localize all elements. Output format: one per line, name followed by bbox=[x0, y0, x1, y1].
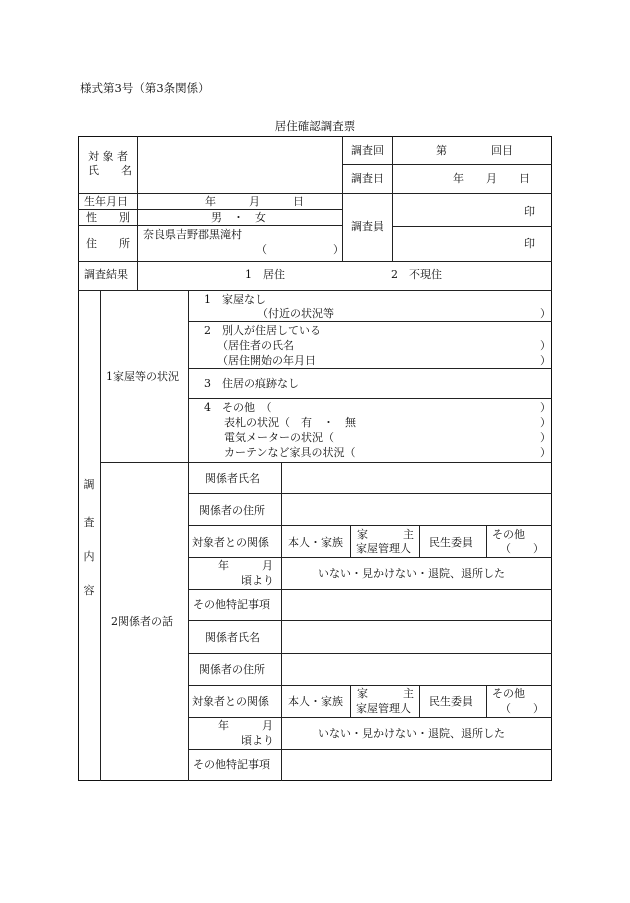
col-divider bbox=[486, 525, 487, 557]
row-divider bbox=[188, 653, 552, 654]
relation-self-family: 本人・家族 bbox=[288, 695, 343, 708]
house-item-4-sign: 表札の状況（ 有 ・ 無 bbox=[224, 416, 356, 429]
address-paren: （ ） bbox=[256, 243, 344, 256]
survey-date-value: 年 月 日 bbox=[453, 172, 530, 185]
house-item-4-meter: 電気メーターの状況（ bbox=[224, 431, 334, 444]
since-label: 頃より bbox=[241, 734, 274, 747]
row-divider bbox=[100, 462, 552, 463]
row-divider bbox=[188, 620, 552, 621]
notes-label: その他特記事項 bbox=[193, 598, 270, 611]
row-divider bbox=[392, 226, 552, 227]
relation-welfare: 民生委員 bbox=[429, 536, 473, 549]
house-item-2: 2 別人が住居している bbox=[204, 324, 321, 337]
col-divider bbox=[392, 193, 393, 261]
row-divider bbox=[188, 368, 552, 369]
close-paren: ） bbox=[540, 401, 551, 414]
close-paren: ） bbox=[540, 354, 551, 367]
col-divider bbox=[137, 261, 138, 290]
row-divider bbox=[188, 557, 552, 558]
col-divider bbox=[419, 525, 420, 557]
relation-other-paren: （ ） bbox=[500, 702, 544, 715]
close-paren: ） bbox=[540, 339, 551, 352]
result-option-nonresident: 2 不現住 bbox=[391, 268, 442, 281]
row-divider bbox=[188, 398, 552, 399]
address-label: 住 所 bbox=[86, 237, 130, 250]
relation-other-paren: （ ） bbox=[500, 542, 544, 555]
survey-result-label: 調査結果 bbox=[84, 268, 128, 281]
close-paren: ） bbox=[540, 446, 551, 459]
survey-count-label: 調査回 bbox=[351, 144, 384, 157]
relation-owner-a: 家 bbox=[357, 528, 368, 541]
form-number: 様式第3号（第3条関係） bbox=[80, 81, 210, 95]
close-paren: ） bbox=[540, 307, 551, 320]
related-name-label: 関係者氏名 bbox=[205, 631, 260, 644]
col-divider bbox=[350, 685, 351, 717]
row-divider bbox=[78, 209, 342, 210]
relation-owner-b: 主 bbox=[403, 687, 414, 700]
close-paren: ） bbox=[540, 431, 551, 444]
close-paren: ） bbox=[540, 416, 551, 429]
result-option-resident: 1 居住 bbox=[245, 268, 285, 281]
surveyor-label: 調査員 bbox=[351, 220, 384, 233]
related-address-label: 関係者の住所 bbox=[199, 663, 265, 676]
row-divider bbox=[188, 493, 552, 494]
row-divider bbox=[78, 193, 342, 194]
subject-name-label: 対 象 者 bbox=[88, 150, 128, 163]
since-label: 頃より bbox=[241, 574, 274, 587]
row-divider bbox=[78, 261, 552, 262]
contents-label-char: 査 bbox=[83, 516, 95, 529]
row-divider bbox=[188, 589, 552, 590]
col-divider bbox=[486, 685, 487, 717]
survey-count-value: 第 回目 bbox=[436, 144, 513, 157]
col-divider bbox=[100, 290, 101, 781]
row-divider bbox=[78, 290, 552, 291]
birth-date-value: 年 月 日 bbox=[205, 195, 304, 208]
related-name-label: 関係者氏名 bbox=[205, 472, 260, 485]
house-item-2-date: （居住開始の年月日 bbox=[217, 354, 316, 367]
relation-manager: 家屋管理人 bbox=[356, 542, 411, 555]
col-divider bbox=[392, 136, 393, 193]
relation-other: その他 bbox=[492, 528, 525, 541]
relation-label: 対象者との関係 bbox=[192, 695, 269, 708]
relation-welfare: 民生委員 bbox=[429, 695, 473, 708]
contents-label-char: 内 bbox=[83, 550, 95, 563]
presence-status: いない・見かけない・退院、退所した bbox=[318, 567, 505, 580]
sex-value: 男 ・ 女 bbox=[211, 211, 266, 224]
notes-label: その他特記事項 bbox=[193, 758, 270, 771]
relation-manager: 家屋管理人 bbox=[356, 702, 411, 715]
seal-mark: 印 bbox=[524, 205, 535, 218]
house-item-4: 4 その他 （ bbox=[204, 401, 272, 414]
house-item-3: 3 住居の痕跡なし bbox=[204, 377, 299, 390]
row-divider bbox=[188, 717, 552, 718]
col-divider bbox=[281, 462, 282, 781]
relation-self-family: 本人・家族 bbox=[288, 536, 343, 549]
row-divider bbox=[188, 685, 552, 686]
contents-label-char: 容 bbox=[83, 584, 95, 597]
contents-label-char: 調 bbox=[83, 478, 95, 491]
related-party-label: 2関係者の話 bbox=[111, 615, 173, 628]
row-divider bbox=[78, 225, 342, 226]
house-status-label: 1家屋等の状況 bbox=[106, 370, 179, 383]
seal-mark: 印 bbox=[524, 237, 535, 250]
birth-date-label: 生年月日 bbox=[84, 195, 128, 208]
col-divider bbox=[137, 136, 138, 261]
relation-owner-a: 家 bbox=[357, 687, 368, 700]
related-address-label: 関係者の住所 bbox=[199, 504, 265, 517]
relation-label: 対象者との関係 bbox=[192, 536, 269, 549]
subject-name-label-2: 氏 名 bbox=[88, 164, 132, 177]
survey-date-label: 調査日 bbox=[351, 172, 384, 185]
house-item-2-name: （居住者の氏名 bbox=[217, 339, 294, 352]
col-divider bbox=[419, 685, 420, 717]
row-divider bbox=[188, 321, 552, 322]
row-divider bbox=[188, 749, 552, 750]
sex-label: 性 別 bbox=[86, 211, 130, 224]
address-prefix: 奈良県吉野郡黒滝村 bbox=[143, 228, 242, 241]
col-divider bbox=[350, 525, 351, 557]
since-year-month: 年 月 bbox=[218, 719, 273, 732]
relation-other: その他 bbox=[492, 687, 525, 700]
since-year-month: 年 月 bbox=[218, 559, 273, 572]
row-divider bbox=[342, 193, 552, 194]
house-item-1-detail: （付近の状況等 bbox=[257, 307, 334, 320]
house-item-1: 1 家屋なし bbox=[204, 293, 266, 306]
col-divider bbox=[188, 290, 189, 781]
presence-status: いない・見かけない・退院、退所した bbox=[318, 727, 505, 740]
row-divider bbox=[342, 164, 552, 165]
relation-owner-b: 主 bbox=[403, 528, 414, 541]
page-title: 居住確認調査票 bbox=[274, 119, 356, 133]
house-item-4-curtain: カーテンなど家具の状況（ bbox=[224, 446, 356, 459]
row-divider bbox=[188, 525, 552, 526]
